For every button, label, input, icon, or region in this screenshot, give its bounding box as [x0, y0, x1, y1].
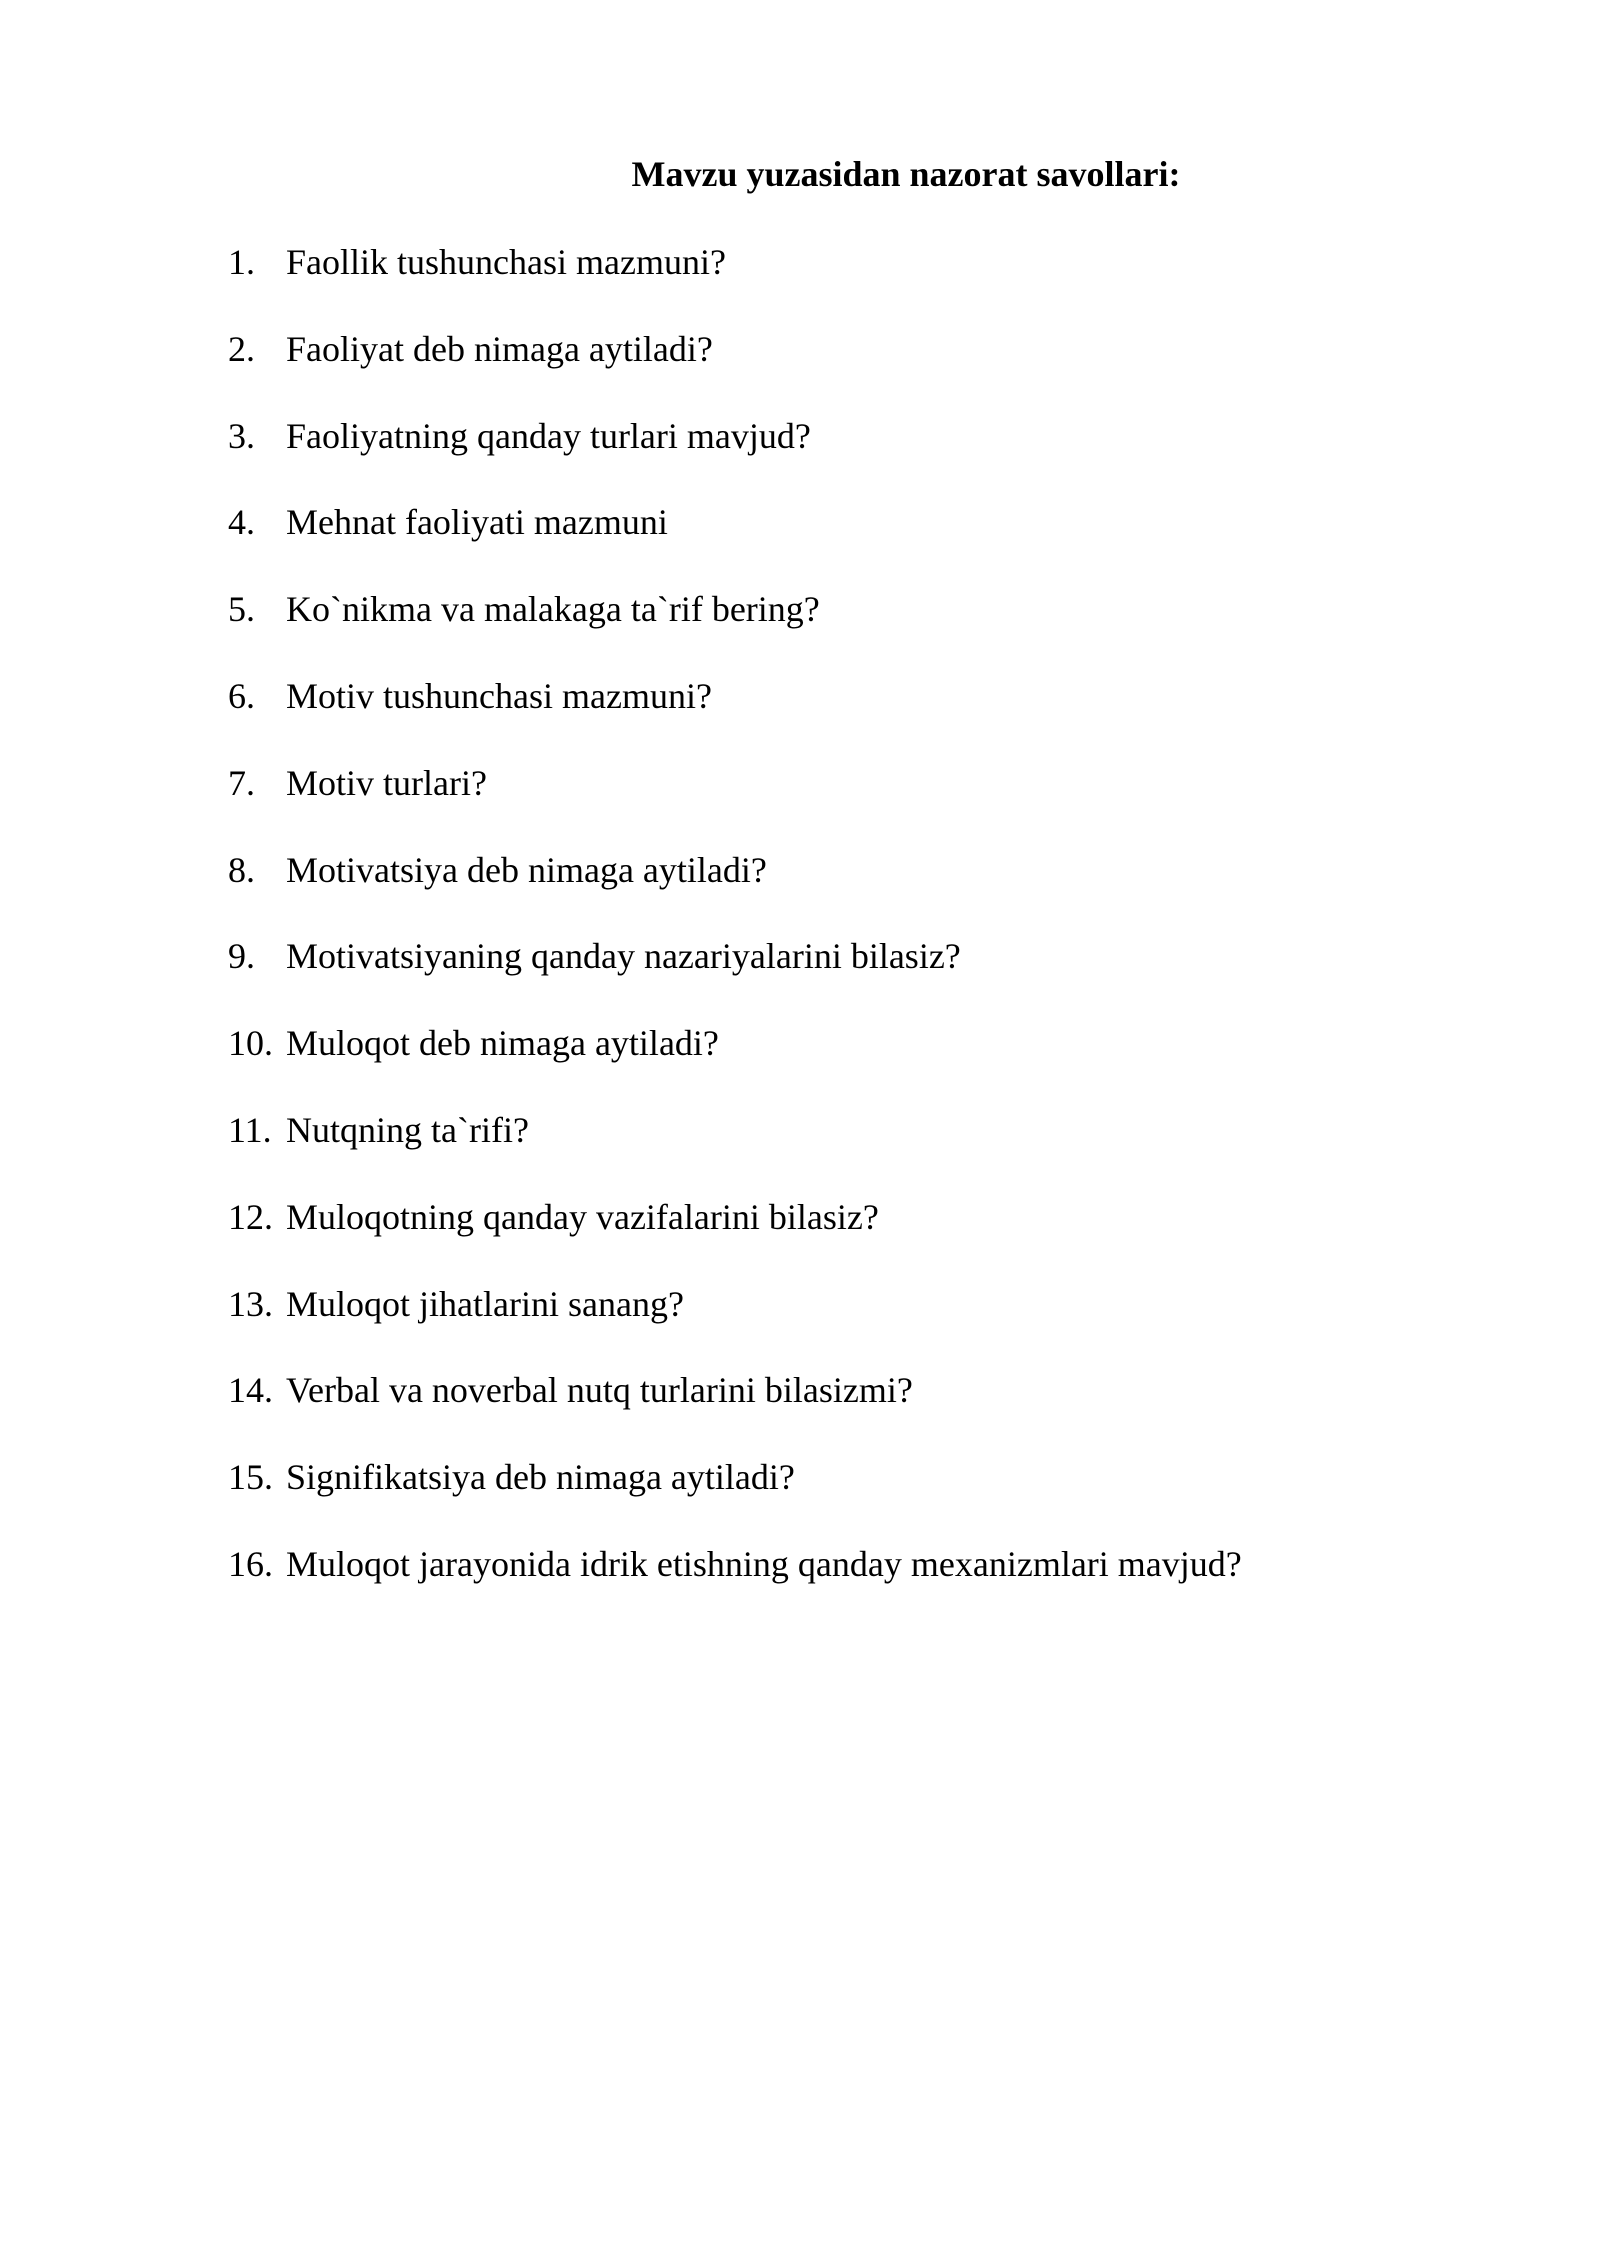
question-text: Motivatsiya deb nimaga aytiladi? [286, 849, 767, 890]
question-text: Faoliyatning qanday turlari mavjud? [286, 415, 811, 456]
question-number: 12. [228, 1196, 273, 1237]
question-text: Faollik tushunchasi mazmuni? [286, 242, 726, 282]
question-text: Muloqotning qanday vazifalarini bilasiz? [286, 1196, 879, 1237]
question-number: 11. [228, 1109, 272, 1150]
question-text: Motivatsiyaning qanday nazariyalarini bilasiz? [286, 936, 961, 977]
list-item [228, 1019, 1428, 1106]
question-number: 3. [228, 415, 255, 456]
question-number: 10. [228, 1023, 273, 1064]
list-item [228, 325, 1428, 412]
question-list [228, 238, 1428, 1627]
list-item [228, 759, 1428, 846]
list-item [228, 412, 1428, 499]
question-text: Mehnat faoliyati mazmuni [286, 502, 668, 543]
question-number: 14. [228, 1370, 273, 1411]
question-number: 4. [228, 502, 255, 543]
question-number: 7. [228, 762, 255, 803]
list-item [228, 585, 1428, 672]
page-title: Mavzu yuzasidan nazorat savollari: [631, 154, 1181, 194]
list-item [228, 846, 1428, 933]
question-number: 5. [228, 589, 255, 630]
question-number: 2. [228, 328, 255, 369]
list-item [228, 1280, 1428, 1367]
list-item [228, 238, 1428, 325]
list-item [228, 1453, 1428, 1540]
question-number: 1. [228, 242, 255, 282]
question-number: 13. [228, 1283, 273, 1324]
question-number: 9. [228, 936, 255, 977]
list-item [228, 1540, 1428, 1627]
list-item [228, 932, 1428, 1019]
list-item [228, 1106, 1428, 1193]
question-text: Muloqot jihatlarini sanang? [286, 1283, 684, 1324]
list-item [228, 1366, 1428, 1453]
question-number: 15. [228, 1457, 273, 1498]
question-text: Verbal va noverbal nutq turlarini bilasizmi? [286, 1370, 913, 1411]
list-item [228, 498, 1428, 585]
question-text: Muloqot jarayonida idrik etishning qanday mexanizmlari mavjud? [286, 1543, 1242, 1584]
question-text: Motiv tushunchasi mazmuni? [286, 675, 712, 716]
question-text: Muloqot deb nimaga aytiladi? [286, 1023, 719, 1064]
question-text: Faoliyat deb nimaga aytiladi? [286, 328, 713, 369]
question-number: 16. [228, 1543, 273, 1584]
question-text: Signifikatsiya deb nimaga aytiladi? [286, 1457, 795, 1498]
question-text: Motiv turlari? [286, 762, 487, 803]
question-text: Nutqning ta`rifi? [286, 1109, 529, 1150]
question-text: Ko`nikma va malakaga ta`rif bering? [286, 589, 820, 630]
list-item [228, 672, 1428, 759]
question-number: 8. [228, 849, 255, 890]
question-number: 6. [228, 675, 255, 716]
list-item [228, 1193, 1428, 1280]
